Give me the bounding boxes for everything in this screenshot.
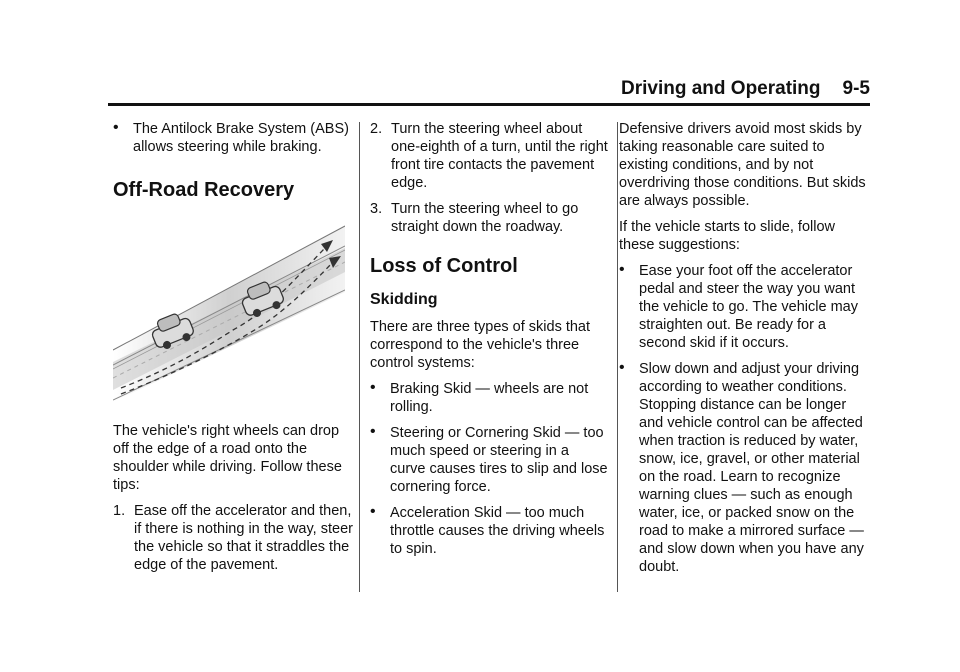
bullet-icon: • [113, 119, 119, 136]
sub-heading: Skidding [370, 291, 438, 308]
page-header [108, 78, 870, 106]
item-number: 2. [370, 121, 383, 137]
numbered-item-text: Turn the steering wheel about one-eighth of a turn, until the right front tire contacts the pavement edge. [391, 121, 608, 191]
header-text [621, 78, 870, 100]
numbered-item [113, 502, 353, 574]
column-divider [359, 122, 360, 592]
list-item [113, 120, 353, 156]
body-paragraph: There are three types of skids that correspond to the vehicle's three control systems: [370, 319, 591, 371]
section-title: Driving and Operating [621, 78, 821, 99]
list-item-text: Steering or Cornering Skid — too much speed or steering in a curve causes tires to slip and lose cornering force. [390, 425, 608, 495]
bullet-icon: • [619, 359, 625, 376]
list-item-text: Braking Skid — wheels are not rolling. [390, 381, 589, 415]
bullet-icon: • [370, 503, 376, 520]
body-paragraph: The vehicle's right wheels can drop off the edge of a road onto the shoulder while driving. Follow these tips: [113, 423, 342, 493]
list-item [619, 360, 871, 576]
list-item-text: The Antilock Brake System (ABS) allows steering while braking. [133, 121, 349, 155]
list-item [619, 262, 871, 352]
bullet-icon: • [370, 423, 376, 440]
bullet-icon: • [619, 261, 625, 278]
list-item-text: Ease your foot off the accelerator pedal and steer the way you want the vehicle to go. The vehicle may straighten out. Be ready for a second skid if it occurs. [639, 263, 858, 351]
list-item [370, 504, 608, 558]
body-paragraph: Defensive drivers avoid most skids by taking reasonable care suited to existing conditions, and by not overdriving those conditions. But skids are always possible. [619, 121, 866, 209]
numbered-item [370, 200, 608, 236]
section-heading: Off-Road Recovery [113, 179, 295, 201]
numbered-item [370, 120, 608, 192]
off-road-recovery-illustration [113, 222, 345, 402]
section-heading: Loss of Control [370, 255, 518, 277]
bullet-icon: • [370, 379, 376, 396]
list-item [370, 380, 608, 416]
numbered-item-text: Turn the steering wheel to go straight down the roadway. [391, 201, 579, 235]
column-2 [370, 120, 608, 566]
list-item-text: Acceleration Skid — too much throttle causes the driving wheels to spin. [390, 505, 605, 557]
column-divider [617, 122, 618, 592]
list-item [370, 424, 608, 496]
list-item-text: Slow down and adjust your driving according to weather conditions. Stopping distance can be longer and vehicle control can be affected when traction is reduced by water, snow, ice, gravel, or other material on the road. Learn to recognize warning clues — such as enough water, ice, or packed snow on the road to make a mirrored surface — and slow down when you have any doubt. [639, 361, 864, 575]
body-paragraph: If the vehicle starts to slide, follow these suggestions: [619, 219, 835, 253]
numbered-item-text: Ease off the accelerator and then, if there is nothing in the way, steer the vehicle so that it straddles the edge of the pavement. [134, 503, 353, 573]
column-3 [619, 120, 871, 584]
item-number: 1. [113, 503, 126, 519]
item-number: 3. [370, 201, 383, 217]
column-1 [113, 120, 353, 582]
page-number: 9-5 [842, 78, 870, 99]
